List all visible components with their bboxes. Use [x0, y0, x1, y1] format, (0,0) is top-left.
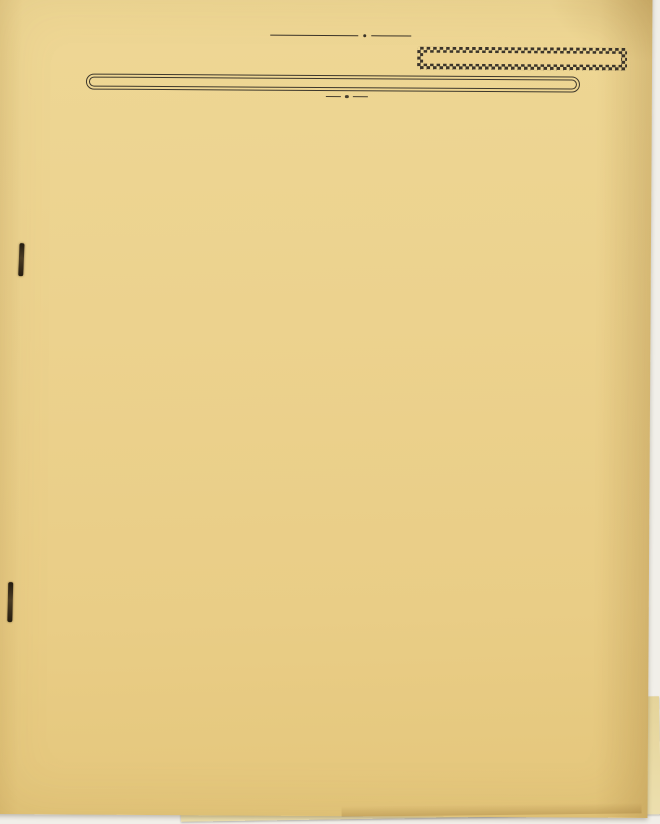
section-title [102, 81, 564, 84]
sandwiches-box-inner [89, 77, 577, 90]
divider-ornament [132, 94, 562, 100]
entrees-columns [92, 45, 407, 70]
ornament-line [353, 96, 368, 97]
staple-icon [7, 582, 13, 622]
section-entrees [92, 45, 627, 71]
title-flourish [118, 33, 562, 39]
sandwiches-box [86, 74, 580, 93]
sandwiches-rows [102, 81, 564, 84]
menu-footer [92, 94, 562, 100]
ornament-line [326, 96, 341, 97]
entrees-col1 [92, 45, 243, 46]
staple-icon [18, 243, 24, 276]
chinese-items [430, 60, 612, 61]
title-block [92, 33, 562, 39]
entrees-two-columns [92, 45, 407, 47]
checkered-border [417, 47, 627, 71]
chinese-dishes-box [423, 53, 621, 65]
flourish-line [371, 35, 411, 37]
flourish-dot [363, 34, 366, 37]
section-title [430, 59, 612, 60]
flourish-line [270, 34, 358, 36]
entrees-col2 [251, 46, 407, 47]
ornament-dot [345, 95, 348, 98]
menu-content [92, 31, 627, 103]
section-title [92, 45, 407, 47]
entrees-full-rows [92, 45, 407, 47]
